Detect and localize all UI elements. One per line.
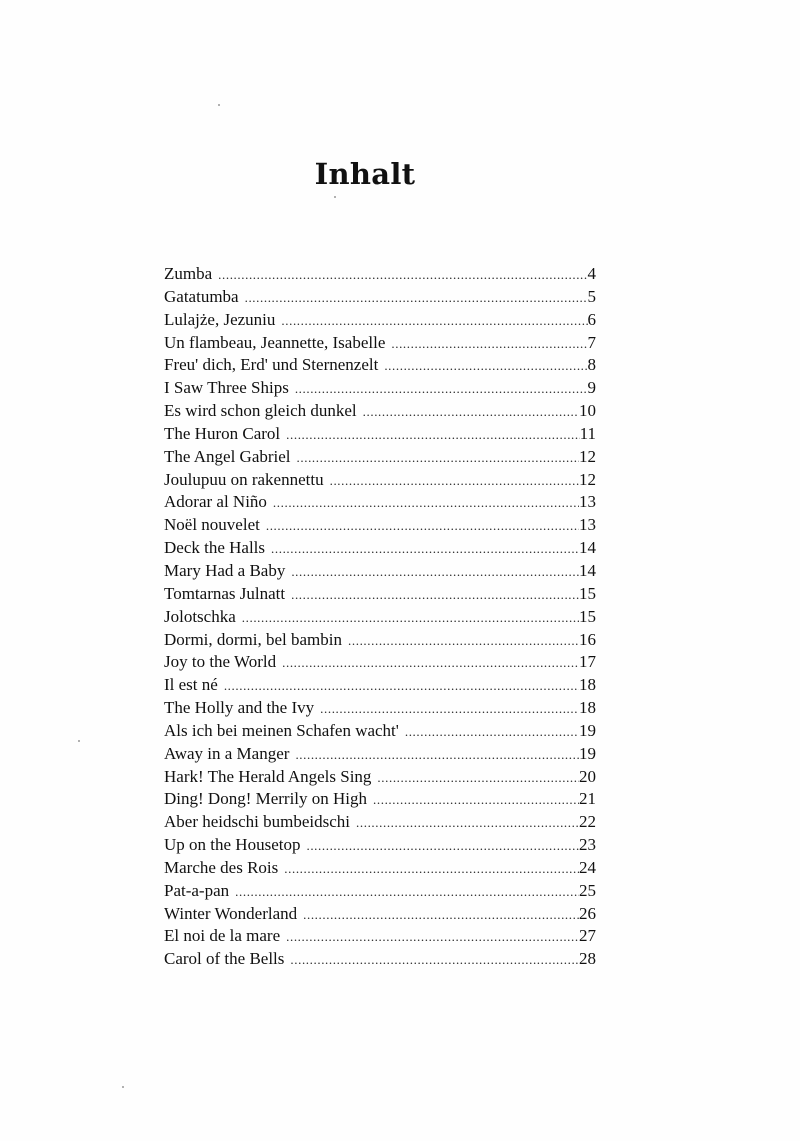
toc-entry-title: Il est né xyxy=(164,675,218,695)
toc-entry-title: The Holly and the Ivy xyxy=(164,698,315,718)
dot-leader xyxy=(363,401,579,423)
toc-entry-page: 4 xyxy=(587,264,596,283)
dot-leader xyxy=(348,630,579,652)
toc-entry-page: 18 xyxy=(579,698,596,718)
toc-entry-title: Joulupuu on rakennettu xyxy=(164,469,324,489)
toc-entry-page: 13 xyxy=(579,515,596,535)
dot-leader xyxy=(218,264,587,286)
toc-entry-page: 12 xyxy=(579,446,596,466)
scan-speck xyxy=(218,104,220,106)
toc-entry-page: 7 xyxy=(587,332,596,352)
dot-leader xyxy=(281,310,587,332)
toc-entry-title: Ding! Dong! Merrily on High xyxy=(164,789,368,809)
toc-entry xyxy=(164,606,596,629)
dot-leader xyxy=(391,333,587,355)
toc-entry-title: Up on the Housetop xyxy=(164,835,301,855)
toc-entry xyxy=(164,903,596,926)
toc-entry-title: Gatatumba xyxy=(164,286,239,306)
scan-speck xyxy=(122,1086,124,1088)
toc-entry-page: 28 xyxy=(579,949,596,969)
dot-leader xyxy=(284,858,579,880)
dot-leader xyxy=(245,287,588,309)
toc-entry xyxy=(164,446,596,469)
toc-entry-title: Als ich bei meinen Schafen wacht' xyxy=(164,720,399,740)
toc-entry-title: Adorar al Niño xyxy=(164,492,267,512)
dot-leader xyxy=(306,835,579,857)
toc-entry-title: Lulajże, Jezuniu xyxy=(164,309,276,329)
dot-leader xyxy=(286,424,579,446)
dot-leader xyxy=(235,881,579,903)
toc-entry-title: Es wird schon gleich dunkel xyxy=(164,401,357,421)
toc-entry-title: The Huron Carol xyxy=(164,423,281,443)
dot-leader xyxy=(297,447,579,469)
toc-entry-title: Away in a Manger xyxy=(164,743,290,763)
toc-entry xyxy=(164,332,596,355)
toc-entry-page: 18 xyxy=(579,675,596,695)
dot-leader xyxy=(273,492,579,514)
toc-entry-title: Deck the Halls xyxy=(164,538,266,558)
toc-entry-title: The Angel Gabriel xyxy=(164,446,291,466)
table-of-contents xyxy=(164,263,596,971)
toc-entry xyxy=(164,560,596,583)
toc-entry xyxy=(164,720,596,743)
toc-entry-page: 19 xyxy=(579,743,596,763)
toc-entry xyxy=(164,354,596,377)
toc-entry xyxy=(164,537,596,560)
toc-entry-title: Winter Wonderland xyxy=(164,903,298,923)
toc-entry-title: Hark! The Herald Angels Sing xyxy=(164,766,372,786)
toc-entry-title: Joy to the World xyxy=(164,652,277,672)
toc-entry xyxy=(164,834,596,857)
dot-leader xyxy=(303,904,579,926)
toc-entry xyxy=(164,263,596,286)
scan-speck xyxy=(334,196,336,198)
toc-entry-title: Dormi, dormi, bel bambin xyxy=(164,629,343,649)
page-title: Inhalt xyxy=(314,157,416,192)
toc-entry xyxy=(164,674,596,697)
toc-entry-page: 8 xyxy=(587,355,596,375)
dot-leader xyxy=(291,584,579,606)
toc-entry-title: Marche des Rois xyxy=(164,857,279,877)
toc-entry-page: 19 xyxy=(579,720,596,740)
toc-entry-page: 24 xyxy=(579,857,596,877)
toc-entry xyxy=(164,948,596,971)
toc-entry-page: 23 xyxy=(579,835,596,855)
scan-speck xyxy=(78,740,80,742)
toc-entry-page: 14 xyxy=(579,538,596,558)
toc-entry-title: Freu' dich, Erd' und Sternenzelt xyxy=(164,355,379,375)
dot-leader xyxy=(330,470,579,492)
toc-entry xyxy=(164,400,596,423)
toc-entry-page: 10 xyxy=(579,401,596,421)
toc-entry xyxy=(164,423,596,446)
toc-entry xyxy=(164,697,596,720)
toc-entry-title: Tomtarnas Julnatt xyxy=(164,583,286,603)
dot-leader xyxy=(320,698,579,720)
toc-entry-page: 21 xyxy=(579,789,596,809)
toc-entry xyxy=(164,925,596,948)
toc-entry xyxy=(164,811,596,834)
dot-leader xyxy=(377,767,579,789)
toc-entry xyxy=(164,583,596,606)
toc-entry xyxy=(164,766,596,789)
toc-entry xyxy=(164,651,596,674)
toc-entry xyxy=(164,491,596,514)
toc-entry-page: 12 xyxy=(579,469,596,489)
toc-entry-page: 22 xyxy=(579,812,596,832)
toc-entry-title: El noi de la mare xyxy=(164,926,281,946)
dot-leader xyxy=(295,378,588,400)
toc-entry-page: 26 xyxy=(579,903,596,923)
toc-entry xyxy=(164,377,596,400)
dot-leader xyxy=(286,926,579,948)
toc-entry-page: 6 xyxy=(587,309,596,329)
toc-entry-title: I Saw Three Ships xyxy=(164,378,289,398)
toc-entry-page: 5 xyxy=(587,286,596,306)
toc-entry-title: Zumba xyxy=(164,264,213,283)
toc-entry-title: Aber heidschi bumbeidschi xyxy=(164,812,351,832)
toc-entry-page: 15 xyxy=(579,606,596,626)
toc-entry-page: 9 xyxy=(587,378,596,398)
dot-leader xyxy=(271,538,579,560)
toc-entry-page: 25 xyxy=(579,880,596,900)
toc-entry xyxy=(164,469,596,492)
toc-entry-title: Pat-a-pan xyxy=(164,880,230,900)
dot-leader xyxy=(290,949,579,971)
toc-entry-title: Jolotschka xyxy=(164,606,236,626)
dot-leader xyxy=(295,744,579,766)
dot-leader xyxy=(242,607,579,629)
toc-entry xyxy=(164,514,596,537)
dot-leader xyxy=(291,561,579,583)
dot-leader xyxy=(282,652,579,674)
toc-entry-title: Un flambeau, Jeannette, Isabelle xyxy=(164,332,386,352)
toc-entry-page: 14 xyxy=(579,560,596,580)
dot-leader xyxy=(373,789,579,811)
toc-entry-title: Mary Had a Baby xyxy=(164,560,286,580)
toc-entry xyxy=(164,743,596,766)
toc-entry-page: 13 xyxy=(579,492,596,512)
toc-entry-page: 15 xyxy=(579,583,596,603)
toc-entry xyxy=(164,629,596,652)
dot-leader xyxy=(266,515,579,537)
toc-entry xyxy=(164,309,596,332)
toc-entry-page: 11 xyxy=(579,423,596,443)
toc-entry xyxy=(164,286,596,309)
toc-entry-page: 27 xyxy=(579,926,596,946)
toc-entry-page: 17 xyxy=(579,652,596,672)
toc-entry-title: Carol of the Bells xyxy=(164,949,285,969)
dot-leader xyxy=(224,675,579,697)
dot-leader xyxy=(405,721,579,743)
toc-entry-title: Noël nouvelet xyxy=(164,515,260,535)
toc-entry-page: 16 xyxy=(579,629,596,649)
toc-entry xyxy=(164,880,596,903)
dot-leader xyxy=(384,355,587,377)
toc-entry xyxy=(164,857,596,880)
toc-entry-page: 20 xyxy=(579,766,596,786)
dot-leader xyxy=(356,812,579,834)
toc-entry xyxy=(164,788,596,811)
